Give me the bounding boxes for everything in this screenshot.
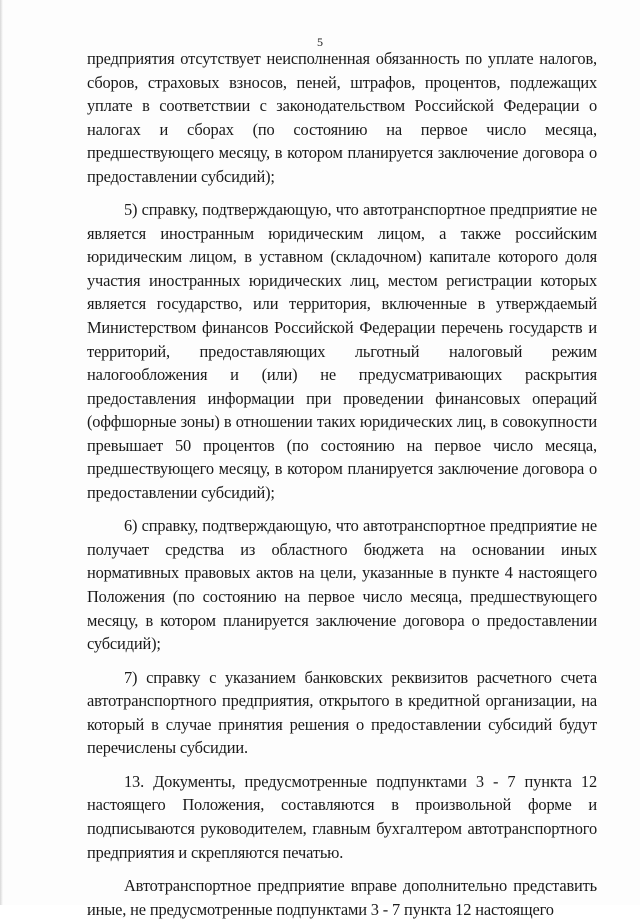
paragraph-item-6: 6) справку, подтверждающую, что автотранспортное предприятие не получает средства из областного бюджета на основании иных нормативных правовых актов на цели, указанные в пункте 4 настоящего Положения (по состоянию на первое число месяца, предшествующего месяцу, в котором планируется заключение договора о предоставлении субсидий); <box>87 516 597 654</box>
paragraph-continuation: предприятия отсутствует неисполненная обязанность по уплате налогов, сборов, страховых взносов, пеней, штрафов, процентов, подлежащих уплате в соответствии с законодательством Российской Федерации о налогах и сборах (по состоянию на первое число месяца, предшествующего месяцу, в котором планируется заключение договора о предоставлении субсидий); <box>87 49 597 186</box>
paragraph-additional-documents: Автотранспортное предприятие вправе дополнительно представить иные, не предусмотренные подпунктами 3 - 7 пункта 12 настоящего <box>87 876 597 919</box>
paragraph-section-13: 13. Документы, предусмотренные подпунктами 3 - 7 пункта 12 настоящего Положения, составляются в произвольной форме и подписываются руководителем, главным бухгалтером автотранспортного предприятия и скрепляются печатью. <box>87 771 597 862</box>
page-number: 5 <box>317 35 323 49</box>
scan-edge-shadow <box>0 0 3 905</box>
document-body <box>87 47 597 921</box>
paragraph-item-5: 5) справку, подтверждающую, что автотранспортное предприятие не является иностранным юридическим лицом, а также российским юридическим лицом, в уставном (складочном) капитале которого доля участия иностранных юридических лиц, местом регистрации которых является государство, или территория, включенные в утверждаемый Министерством финансов Российской Федерации перечень государств и территорий, предоставляющих льготный налоговый режим налогообложения и (или) не предусматривающих раскрытия предоставления информации при проведении финансовых операций (оффшорные зоны) в отношении таких юридических лиц, в совокупности превышает 50 процентов (по состоянию на первое число месяца, предшествующего месяцу, в котором планируется заключение договора о предоставлении субсидий); <box>87 200 597 502</box>
paragraph-item-7: 7) справку с указанием банковских реквизитов расчетного счета автотранспортного предприятия, открытого в кредитной организации, на который в случае принятия решения о предоставлении субсидий будут перечислены субсидии. <box>87 667 597 758</box>
